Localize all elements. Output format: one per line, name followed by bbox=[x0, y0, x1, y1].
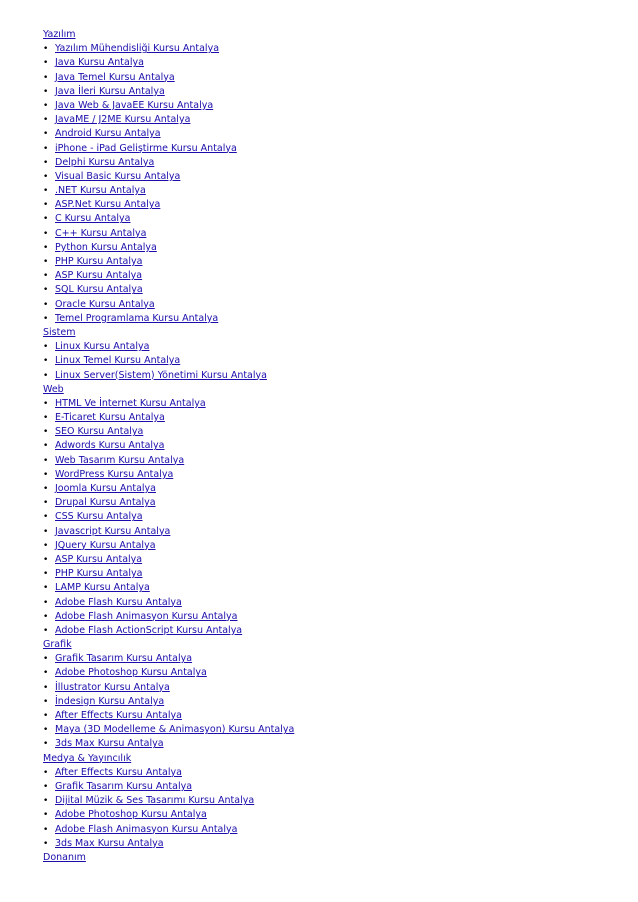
course-link[interactable]: Grafik Tasarım Kursu Antalya bbox=[55, 653, 193, 665]
bullet-icon: • bbox=[43, 455, 49, 466]
bullet-icon: • bbox=[43, 554, 49, 565]
bullet-icon: • bbox=[43, 313, 49, 324]
list-item bbox=[43, 212, 623, 226]
course-link[interactable]: Adwords Kursu Antalya bbox=[55, 440, 165, 452]
bullet-icon: • bbox=[43, 143, 49, 154]
list-item bbox=[43, 411, 623, 425]
list-item bbox=[43, 369, 623, 383]
course-link[interactable]: Joomla Kursu Antalya bbox=[55, 483, 156, 494]
category-link[interactable]: Donanım bbox=[43, 851, 86, 863]
bullet-icon: • bbox=[43, 739, 49, 750]
category-section bbox=[43, 638, 623, 752]
list-item bbox=[43, 269, 623, 283]
list-item bbox=[43, 439, 623, 453]
course-link[interactable]: JQuery Kursu Antalya bbox=[55, 539, 156, 551]
course-link[interactable]: Adobe Flash Animasyon Kursu Antalya bbox=[55, 610, 238, 622]
list-item bbox=[43, 142, 623, 156]
course-link[interactable]: CSS Kursu Antalya bbox=[55, 511, 143, 523]
category-section bbox=[43, 326, 623, 383]
list-item bbox=[43, 709, 623, 723]
category-section bbox=[43, 752, 623, 851]
bullet-icon: • bbox=[43, 171, 49, 182]
bullet-icon: • bbox=[43, 86, 49, 97]
course-link[interactable]: Java Web & JavaEE Kursu Antalya bbox=[55, 99, 214, 111]
bullet-icon: • bbox=[43, 214, 49, 225]
bullet-icon: • bbox=[43, 838, 49, 849]
bullet-icon: • bbox=[43, 398, 49, 409]
course-link[interactable]: Linux Kursu Antalya bbox=[55, 341, 150, 353]
category-link[interactable]: Yazılım bbox=[43, 29, 76, 40]
course-list bbox=[43, 652, 623, 751]
bullet-icon: • bbox=[43, 271, 49, 282]
list-item bbox=[43, 695, 623, 709]
course-link[interactable]: Web Tasarım Kursu Antalya bbox=[55, 454, 185, 466]
bullet-icon: • bbox=[43, 370, 49, 381]
bullet-icon: • bbox=[43, 540, 49, 551]
course-link[interactable]: Temel Programlama Kursu Antalya bbox=[55, 312, 219, 324]
course-link[interactable]: JavaME / J2ME Kursu Antalya bbox=[55, 114, 191, 126]
bullet-icon: • bbox=[43, 186, 49, 197]
course-list bbox=[43, 766, 623, 851]
course-list bbox=[43, 42, 623, 326]
course-link[interactable]: Android Kursu Antalya bbox=[55, 128, 161, 140]
bullet-icon: • bbox=[43, 228, 49, 239]
bullet-icon: • bbox=[43, 597, 49, 608]
category-link[interactable]: Web bbox=[43, 383, 64, 395]
bullet-icon: • bbox=[43, 725, 49, 736]
bullet-icon: • bbox=[43, 611, 49, 622]
course-link[interactable]: Linux Server(Sistem) Yönetimi Kursu Antalya bbox=[55, 369, 267, 381]
bullet-icon: • bbox=[43, 796, 49, 807]
list-item bbox=[43, 42, 623, 56]
course-link[interactable]: Drupal Kursu Antalya bbox=[55, 497, 156, 509]
course-link[interactable]: .NET Kursu Antalya bbox=[55, 185, 146, 197]
list-item bbox=[43, 156, 623, 170]
category-link[interactable]: Sistem bbox=[43, 326, 76, 338]
list-item bbox=[43, 227, 623, 241]
course-link[interactable]: ASP Kursu Antalya bbox=[55, 270, 143, 282]
course-link[interactable]: Java Temel Kursu Antalya bbox=[55, 71, 175, 83]
list-item bbox=[43, 553, 623, 567]
bullet-icon: • bbox=[43, 696, 49, 707]
list-item bbox=[43, 567, 623, 581]
list-item bbox=[43, 454, 623, 468]
course-link[interactable]: SQL Kursu Antalya bbox=[55, 284, 143, 296]
course-link[interactable]: 3ds Max Kursu Antalya bbox=[55, 738, 164, 750]
list-item bbox=[43, 624, 623, 638]
course-list bbox=[43, 397, 623, 638]
course-link[interactable]: 3ds Max Kursu Antalya bbox=[55, 837, 164, 849]
bullet-icon: • bbox=[43, 711, 49, 721]
course-link[interactable]: İllustrator Kursu Antalya bbox=[55, 681, 170, 693]
list-item bbox=[43, 425, 623, 439]
bullet-icon: • bbox=[43, 668, 49, 679]
bullet-icon: • bbox=[43, 654, 49, 665]
bullet-icon: • bbox=[43, 100, 49, 111]
list-item bbox=[43, 127, 623, 141]
bullet-icon: • bbox=[43, 512, 49, 523]
bullet-icon: • bbox=[43, 767, 49, 778]
course-link[interactable]: ASP Kursu Antalya bbox=[55, 553, 143, 565]
list-item bbox=[43, 610, 623, 624]
bullet-icon: • bbox=[43, 257, 49, 267]
list-item bbox=[43, 794, 623, 808]
category-section bbox=[43, 28, 623, 326]
bullet-icon: • bbox=[43, 299, 49, 310]
course-link[interactable]: LAMP Kursu Antalya bbox=[55, 582, 150, 594]
bullet-icon: • bbox=[43, 625, 49, 636]
course-link[interactable]: Adobe Flash Kursu Antalya bbox=[55, 596, 182, 608]
bullet-icon: • bbox=[43, 129, 49, 140]
course-link[interactable]: Oracle Kursu Antalya bbox=[55, 298, 155, 310]
list-item bbox=[43, 525, 623, 539]
course-link[interactable]: Java İleri Kursu Antalya bbox=[55, 85, 165, 97]
course-link[interactable]: PHP Kursu Antalya bbox=[55, 256, 143, 267]
bullet-icon: • bbox=[43, 469, 49, 480]
list-item bbox=[43, 737, 623, 751]
list-item bbox=[43, 468, 623, 482]
bullet-icon: • bbox=[43, 115, 49, 126]
list-item bbox=[43, 99, 623, 113]
list-item bbox=[43, 510, 623, 524]
course-link[interactable]: Adobe Flash Animasyon Kursu Antalya bbox=[55, 823, 238, 835]
bullet-icon: • bbox=[43, 413, 49, 424]
course-link[interactable]: Adobe Photoshop Kursu Antalya bbox=[55, 809, 207, 821]
list-item bbox=[43, 71, 623, 85]
course-link[interactable]: Adobe Photoshop Kursu Antalya bbox=[55, 667, 207, 679]
course-link[interactable]: İndesign Kursu Antalya bbox=[55, 695, 165, 707]
bullet-icon: • bbox=[43, 583, 49, 594]
course-link[interactable]: ASP.Net Kursu Antalya bbox=[55, 199, 161, 211]
course-link[interactable]: Visual Basic Kursu Antalya bbox=[55, 170, 181, 182]
course-link[interactable]: Adobe Flash ActionScript Kursu Antalya bbox=[55, 624, 243, 636]
list-item bbox=[43, 113, 623, 127]
list-item bbox=[43, 496, 623, 510]
category-link[interactable]: Grafik bbox=[43, 639, 72, 651]
course-link[interactable]: Java Kursu Antalya bbox=[55, 57, 144, 69]
bullet-icon: • bbox=[43, 781, 49, 792]
bullet-icon: • bbox=[43, 682, 49, 693]
bullet-icon: • bbox=[43, 200, 49, 211]
course-link[interactable]: After Effects Kursu Antalya bbox=[55, 710, 182, 721]
list-item bbox=[43, 581, 623, 595]
bullet-icon: • bbox=[43, 427, 49, 438]
list-item bbox=[43, 397, 623, 411]
course-link[interactable]: iPhone - iPad Geliştirme Kursu Antalya bbox=[55, 142, 237, 154]
course-link[interactable]: SEO Kursu Antalya bbox=[55, 426, 144, 438]
list-item bbox=[43, 666, 623, 680]
course-link[interactable]: WordPress Kursu Antalya bbox=[55, 468, 174, 480]
bullet-icon: • bbox=[43, 342, 49, 353]
bullet-icon: • bbox=[43, 441, 49, 452]
list-item bbox=[43, 340, 623, 354]
list-item bbox=[43, 312, 623, 326]
bullet-icon: • bbox=[43, 72, 49, 83]
list-item bbox=[43, 170, 623, 184]
course-link[interactable]: C Kursu Antalya bbox=[55, 213, 131, 225]
course-link[interactable]: Linux Temel Kursu Antalya bbox=[55, 355, 181, 367]
bullet-icon: • bbox=[43, 526, 49, 537]
course-link[interactable]: HTML Ve İnternet Kursu Antalya bbox=[55, 397, 206, 409]
course-index bbox=[43, 28, 623, 865]
bullet-icon: • bbox=[43, 44, 49, 55]
list-item bbox=[43, 85, 623, 99]
category-section bbox=[43, 851, 623, 865]
course-list bbox=[43, 340, 623, 383]
course-link[interactable]: Dijital Müzik & Ses Tasarımı Kursu Antalya bbox=[55, 795, 255, 807]
course-link[interactable]: Grafik Tasarım Kursu Antalya bbox=[55, 780, 193, 792]
course-link[interactable]: Yazılım Mühendisliği Kursu Antalya bbox=[55, 43, 220, 55]
bullet-icon: • bbox=[43, 810, 49, 821]
bullet-icon: • bbox=[43, 356, 49, 367]
list-item bbox=[43, 241, 623, 255]
bullet-icon: • bbox=[43, 484, 49, 494]
list-item bbox=[43, 539, 623, 553]
category-link[interactable]: Medya & Yayıncılık bbox=[43, 752, 132, 764]
bullet-icon: • bbox=[43, 58, 49, 69]
list-item bbox=[43, 596, 623, 610]
bullet-icon: • bbox=[43, 498, 49, 509]
list-item bbox=[43, 837, 623, 851]
bullet-icon: • bbox=[43, 242, 49, 253]
category-section bbox=[43, 383, 623, 638]
course-link[interactable]: Maya (3D Modelleme & Animasyon) Kursu Antalya bbox=[55, 724, 295, 736]
course-link[interactable]: After Effects Kursu Antalya bbox=[55, 766, 182, 778]
list-item bbox=[43, 808, 623, 822]
bullet-icon: • bbox=[43, 569, 49, 580]
list-item bbox=[43, 766, 623, 780]
list-item bbox=[43, 652, 623, 666]
list-item bbox=[43, 56, 623, 70]
list-item bbox=[43, 681, 623, 695]
course-link[interactable]: C++ Kursu Antalya bbox=[55, 227, 147, 239]
list-item bbox=[43, 255, 623, 269]
list-item bbox=[43, 723, 623, 737]
course-link[interactable]: Delphi Kursu Antalya bbox=[55, 156, 155, 168]
bullet-icon: • bbox=[43, 285, 49, 296]
bullet-icon: • bbox=[43, 157, 49, 168]
course-link[interactable]: Python Kursu Antalya bbox=[55, 241, 157, 253]
list-item bbox=[43, 184, 623, 198]
list-item bbox=[43, 298, 623, 312]
course-link[interactable]: E-Ticaret Kursu Antalya bbox=[55, 412, 165, 424]
list-item bbox=[43, 482, 623, 496]
list-item bbox=[43, 283, 623, 297]
list-item bbox=[43, 780, 623, 794]
bullet-icon: • bbox=[43, 824, 49, 835]
list-item bbox=[43, 354, 623, 368]
list-item bbox=[43, 198, 623, 212]
course-link[interactable]: PHP Kursu Antalya bbox=[55, 568, 143, 580]
course-link[interactable]: Javascript Kursu Antalya bbox=[55, 525, 171, 537]
list-item bbox=[43, 823, 623, 837]
